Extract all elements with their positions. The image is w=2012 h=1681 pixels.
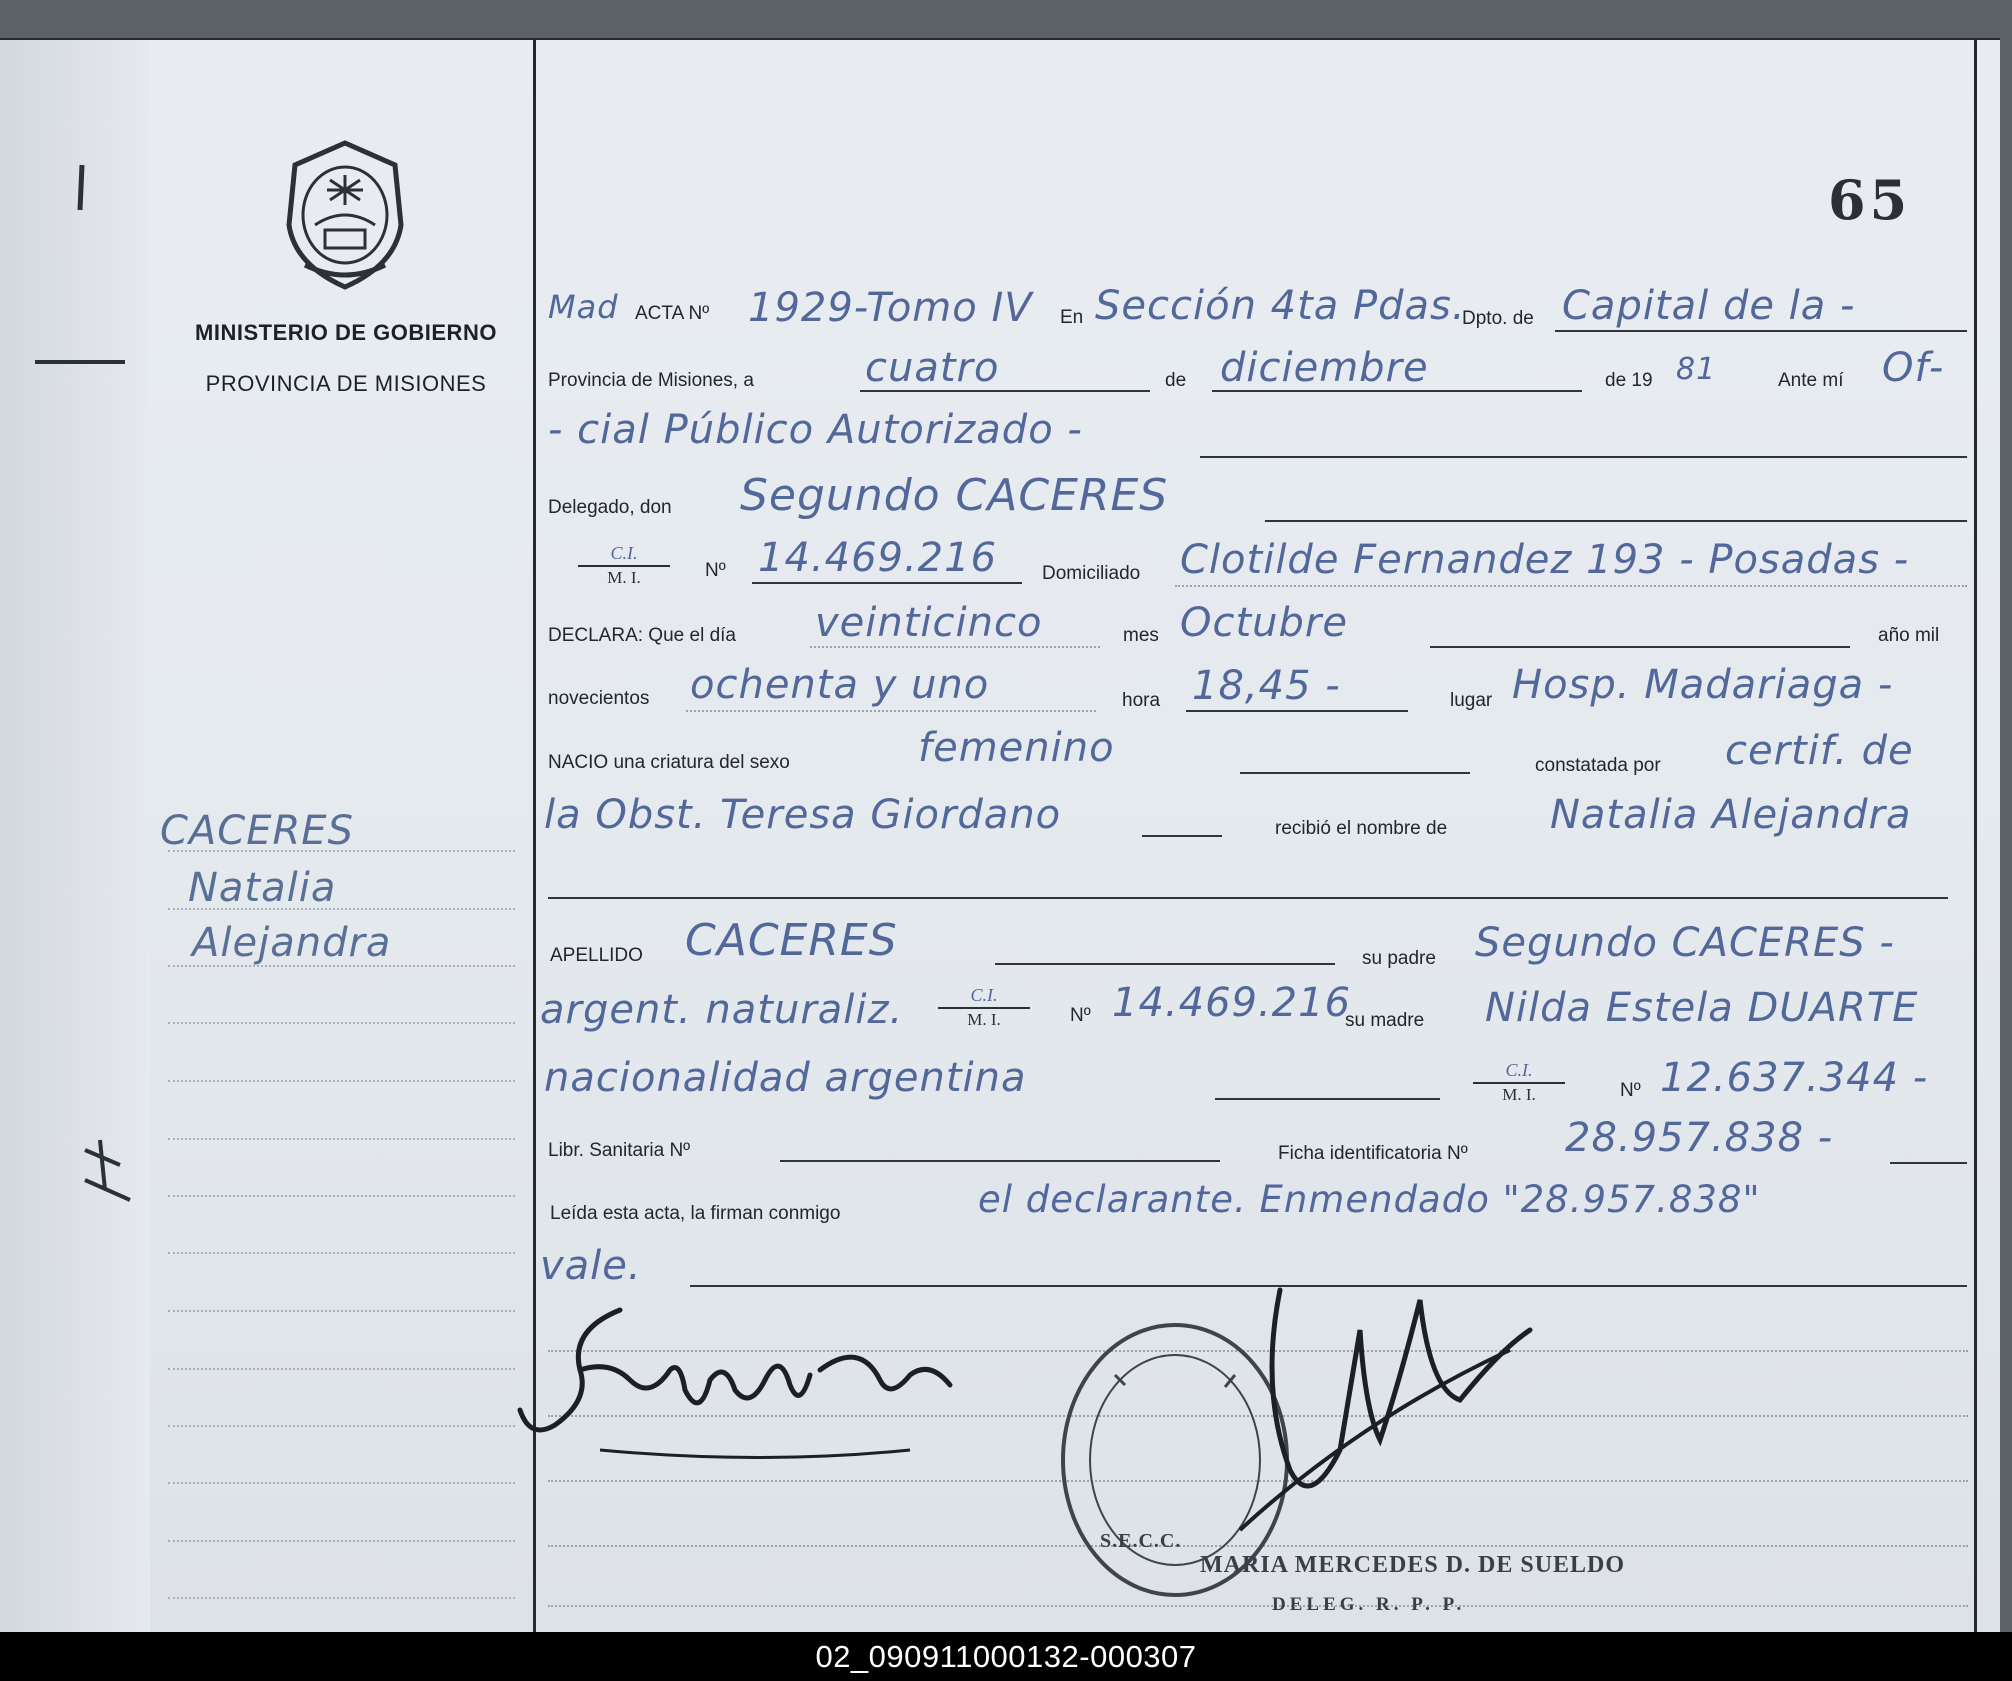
no-label: Nº: [1620, 1080, 1641, 1101]
dia-line: [810, 646, 1100, 648]
margin-line: [168, 1195, 515, 1197]
novecientos-line: [686, 710, 1096, 712]
lugar-value: Hosp. Madariaga -: [1512, 662, 1894, 708]
leida-value: el declarante. Enmendado "28.957.838": [978, 1178, 1761, 1221]
sexo-value: femenino: [918, 725, 1115, 771]
libr-label: Libr. Sanitaria Nº: [548, 1140, 691, 1161]
mes-value: Octubre: [1180, 600, 1348, 646]
oficial-value: - cial Público Autorizado -: [548, 407, 1083, 453]
fraction-bar: [938, 1007, 1030, 1009]
dpto-label: Dpto. de: [1462, 308, 1534, 329]
no-label: Nº: [705, 560, 726, 581]
margin-line: [168, 1368, 515, 1370]
delegado-label: Delegado, don: [548, 497, 672, 518]
blank-line: [548, 1605, 1968, 1607]
ficha-line: [1890, 1162, 1967, 1164]
oficial-line: [1200, 456, 1967, 458]
year-value: 81: [1676, 352, 1717, 387]
ci-label: C.I.: [970, 985, 998, 1005]
novecientos-label: novecientos: [548, 688, 650, 709]
dpto-line: [1555, 330, 1967, 332]
blank-line: [548, 897, 1948, 899]
top-border: [0, 38, 2000, 40]
margin-line: [168, 1138, 515, 1140]
nacio-label: NACIO una criatura del sexo: [548, 752, 790, 773]
leida-label: Leída esta acta, la firman conmigo: [550, 1203, 841, 1224]
hora-label: hora: [1122, 690, 1161, 711]
margin-line: [168, 1080, 515, 1082]
libr-line: [780, 1160, 1220, 1162]
margin-line: [168, 1540, 515, 1542]
apellido-value: CACERES: [685, 915, 898, 966]
ci-mi-fraction-madre: [1473, 1060, 1565, 1104]
margin-line: [168, 1252, 515, 1254]
ci-label: C.I.: [1505, 1060, 1533, 1080]
padre-value: Segundo CACERES -: [1475, 920, 1895, 966]
en-label: En: [1060, 307, 1084, 328]
madre-nacionalidad: nacionalidad argentina: [544, 1055, 1027, 1101]
day-value: cuatro: [865, 345, 1000, 391]
ministry-heading: MINISTERIO DE GOBIERNO: [195, 320, 497, 345]
vale-value: vale.: [540, 1243, 642, 1289]
domicilio-value: Clotilde Fernandez 193 - Posadas -: [1180, 537, 1910, 583]
stamp-center-text: S.E.C.C.: [1100, 1530, 1182, 1552]
no-label: Nº: [1070, 1005, 1091, 1026]
delegado-value: Segundo CACERES: [740, 470, 1169, 521]
margin-given-name-1: Natalia: [188, 865, 337, 911]
hora-value: 18,45 -: [1192, 663, 1341, 709]
ci-label: C.I.: [610, 543, 638, 563]
acta-value: 1929-Tomo IV: [748, 285, 1033, 331]
declara-label: DECLARA: Que el día: [548, 625, 736, 646]
seccion-value: Sección 4ta Pdas.: [1095, 283, 1466, 329]
madre-nac-line: [1215, 1098, 1440, 1100]
constatada-value: certif. de: [1725, 728, 1914, 774]
ficha-value: 28.957.838 -: [1565, 1115, 1834, 1161]
official-title: DELEG. R. P. P.: [1272, 1594, 1466, 1615]
mi-label: M. I.: [1502, 1085, 1536, 1104]
ficha-label: Ficha identificatoria Nº: [1278, 1143, 1468, 1164]
folio-number: 65: [1828, 168, 1912, 232]
ante-label: Ante mí: [1778, 370, 1844, 391]
margin-line: [168, 1597, 515, 1599]
lugar-label: lugar: [1450, 690, 1493, 711]
apellido-line: [995, 963, 1335, 965]
acta-prefix: Mad: [548, 288, 619, 326]
dpto-value: Capital de la -: [1562, 283, 1856, 329]
padre-label: su padre: [1362, 948, 1436, 969]
declarant-signature: [510, 1290, 970, 1490]
margin-marks: [30, 150, 190, 1550]
nombre-value: Natalia Alejandra: [1550, 792, 1912, 838]
hora-line: [1186, 710, 1408, 712]
padre-nacionalidad: argent. naturaliz.: [540, 987, 904, 1033]
novecientos-value: ochenta y uno: [690, 662, 990, 708]
right-border: [1974, 38, 1977, 1632]
province-crest-icon: [275, 135, 415, 295]
madre-label: su madre: [1345, 1010, 1425, 1031]
dia-value: veinticinco: [815, 600, 1043, 646]
madre-value: Nilda Estela DUARTE: [1485, 985, 1919, 1031]
sexo-line: [1240, 772, 1470, 774]
domicilio-label: Domiciliado: [1042, 563, 1141, 584]
margin-line: [168, 1310, 515, 1312]
id1-line: [752, 582, 1022, 584]
official-name: MARIA MERCEDES D. DE SUELDO: [1200, 1552, 1626, 1578]
delegado-line: [1265, 520, 1967, 522]
margin-surname: CACERES: [160, 808, 354, 854]
margin-line: [168, 1425, 515, 1427]
obst-value: la Obst. Teresa Giordano: [544, 792, 1062, 838]
ante-value: Of-: [1882, 345, 1945, 391]
month-line: [1212, 390, 1582, 392]
obst-line: [1142, 835, 1222, 837]
id2-value: 14.469.216: [1112, 980, 1352, 1026]
domicilio-line: [1175, 585, 1967, 587]
official-signature: [1200, 1270, 1540, 1550]
de-label: de: [1165, 370, 1187, 391]
image-id-footer: 02_090911000132-000307: [0, 1632, 2012, 1681]
ci-mi-fraction-padre: [938, 985, 1030, 1029]
apellido-label: APELLIDO: [550, 945, 643, 966]
margin-line: [168, 1022, 515, 1024]
ci-mi-fraction: [578, 543, 670, 587]
fraction-bar: [578, 565, 670, 567]
year-label: de 19: [1605, 370, 1653, 391]
id3-value: 12.637.344 -: [1660, 1055, 1929, 1101]
margin-given-name-2: Alejandra: [192, 920, 392, 966]
id1-value: 14.469.216: [758, 535, 998, 581]
month-value: diciembre: [1220, 345, 1429, 391]
constatada-label: constatada por: [1535, 755, 1661, 776]
recibio-label: recibió el nombre de: [1275, 818, 1448, 839]
fraction-bar: [1473, 1082, 1565, 1084]
day-line: [860, 390, 1150, 392]
margin-line: [168, 1482, 515, 1484]
anio-label: año mil: [1878, 625, 1940, 646]
mes-line: [1430, 646, 1850, 648]
acta-label: ACTA Nº: [635, 303, 710, 324]
mi-label: M. I.: [607, 568, 641, 587]
provincia-label: Provincia de Misiones, a: [548, 370, 754, 391]
mes-label: mes: [1123, 625, 1159, 646]
province-heading: PROVINCIA DE MISIONES: [205, 371, 487, 396]
mi-label: M. I.: [967, 1010, 1001, 1029]
